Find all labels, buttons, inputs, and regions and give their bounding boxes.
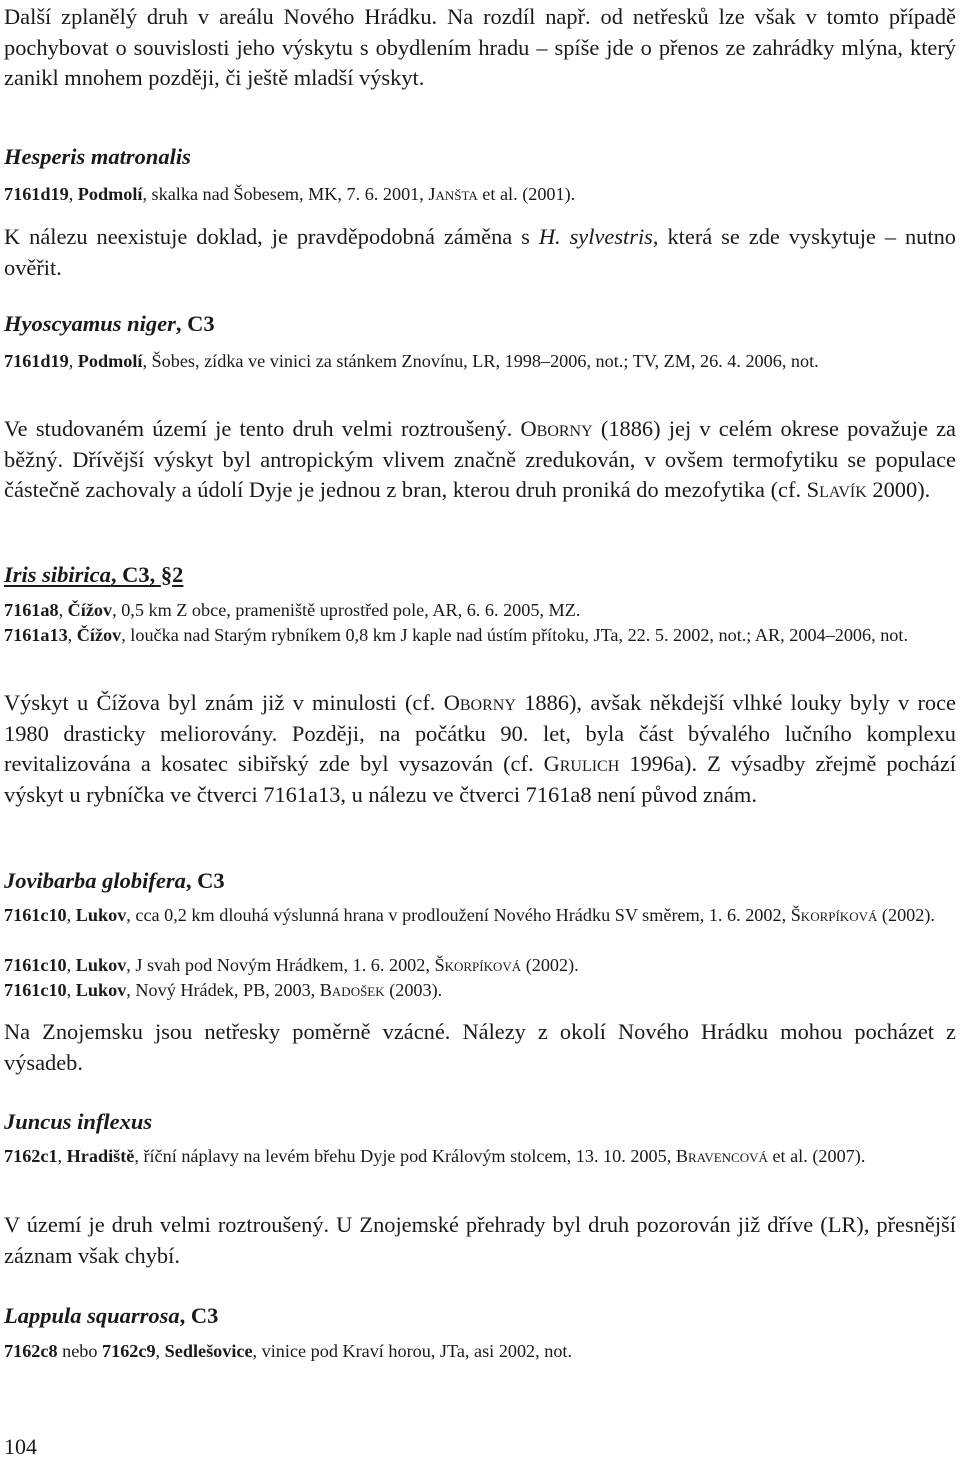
locality: Lukov <box>75 980 127 1000</box>
record-tail: et al. (2001). <box>477 184 576 204</box>
grid-code: 7161a8 <box>4 600 59 620</box>
record-jovibarba-3: 7161c10, Lukov, Nový Hrádek, PB, 2003, Badošek (2003). <box>4 980 443 1000</box>
author-name: Oborny <box>443 690 516 715</box>
grid-code: 7162c8 <box>4 1341 58 1361</box>
note-hesperis <box>4 222 956 283</box>
species-name: Lappula squarrosa <box>4 1303 180 1328</box>
species-name: Iris sibirica <box>4 562 111 587</box>
grid-code: 7161d19 <box>4 351 69 371</box>
species-name: Juncus inflexus <box>4 1109 153 1134</box>
grid-code: 7161a13 <box>4 625 68 645</box>
author-name: Badošek <box>319 980 385 1000</box>
note-text: K nálezu neexistuje doklad, je pravděpodobná záměna s <box>4 224 539 249</box>
note-hyoscyamus <box>4 414 956 506</box>
note-text: Ve studovaném území je tento druh velmi roztroušený. <box>4 416 521 441</box>
record-lappula-1: 7162c8 nebo 7162c9, Sedlešovice, vinice pod Kraví horou, JTa, asi 2002, not. <box>4 1341 573 1361</box>
record-iris-1: 7161a8, Čížov, 0,5 km Z obce, prameniště uprostřed pole, AR, 6. 6. 2005, MZ. <box>4 600 581 620</box>
species-name: Hesperis matronalis <box>4 144 191 169</box>
species-heading-jovibarba <box>4 866 225 896</box>
grid-code: 7162c1 <box>4 1146 58 1166</box>
note-text: 1996a). Z výsadby zřejmě pochází výskyt u rybníčka ve čtverci 7161a13, u nálezu ve čtverci 7161a8 není původ znám. <box>4 751 956 807</box>
species-status: , C3 <box>179 1303 219 1328</box>
note-text: Výskyt u Čížova byl znám již v minulosti (cf. <box>4 690 444 715</box>
species-heading-iris <box>4 560 183 590</box>
intro-paragraph: Další zplanělý druh v areálu Nového Hrádku. Na rozdíl např. od netřesků lze však v tomto případě pochybovat o souvislosti jeho výskytu s obydlením hradu – spíše jde o přenos ze zahrádky mlýna, který zanikl mnohem později, či ještě mladší výskyt. <box>4 4 956 90</box>
protection-level: 2 <box>172 562 184 587</box>
author-name: Škorpíková <box>790 905 878 925</box>
note-text: 1886), avšak někdejší vlhké louky byly v roce 1980 drasticky meliorovány. Později, na počátku 90. let, byla část bývalého lučního komplexu revitalizována a kosatec sibiřský zde byl vysazován (cf. <box>4 690 956 776</box>
record-iris-2: 7161a13, Čížov, loučka nad Starým rybníkem 0,8 km J kaple nad ústím přítoku, JTa, 22. 5. 2002, not.; AR, 2004–2006, not. <box>4 625 908 645</box>
note-text: 2000). <box>866 477 931 502</box>
paragraph-sign-icon: § <box>160 562 173 587</box>
record-hyoscyamus-1: 7161d19, Podmolí, Šobes, zídka ve vinici za stánkem Znovínu, LR, 1998–2006, not.; TV, ZM, 26. 4. 2006, not. <box>4 351 819 371</box>
species-status: , C3 <box>175 311 215 336</box>
record-tail: (2002). <box>877 905 935 925</box>
locality: Podmolí <box>77 184 143 204</box>
record-detail: , skalka nad Šobesem, MK, 7. 6. 2001, <box>142 184 429 204</box>
author-name: Bravencová <box>675 1146 768 1166</box>
record-detail: , Šobes, zídka ve vinici za stánkem Znovínu, LR, 1998–2006, not.; TV, ZM, 26. 4. 2006, not. <box>142 351 819 371</box>
record-jovibarba-1: 7161c10, Lukov, cca 0,2 km dlouhá výslunná hrana v prodloužení Nového Hrádku SV směrem, 1. 6. 2002, Škorpíková (2002). <box>4 905 935 925</box>
grid-code: 7161c10 <box>4 905 67 925</box>
record-connector: nebo <box>57 1341 102 1361</box>
species-name: Jovibarba globifera <box>4 868 186 893</box>
species-status: , C3 <box>185 868 225 893</box>
author-name: Slavík <box>806 477 867 502</box>
locality: Čížov <box>76 625 122 645</box>
locality: Lukov <box>75 905 127 925</box>
record-jovibarba-2: 7161c10, Lukov, J svah pod Novým Hrádkem, 1. 6. 2002, Škorpíková (2002). <box>4 955 579 975</box>
record-hesperis-1: 7161d19, Podmolí, skalka nad Šobesem, MK, 7. 6. 2001, Janšta et al. (2001). <box>4 184 576 204</box>
record-tail: et al. (2007). <box>767 1146 866 1166</box>
record-detail: , loučka nad Starým rybníkem 0,8 km J kaple nad ústím přítoku, JTa, 22. 5. 2002, not.; AR, 2004–2006, not. <box>121 625 908 645</box>
locality: Podmolí <box>77 351 143 371</box>
page-number: 104 <box>4 1434 37 1459</box>
species-heading-hesperis <box>4 142 191 172</box>
record-detail: , J svah pod Novým Hrádkem, 1. 6. 2002, <box>126 955 435 975</box>
species-heading-lappula <box>4 1301 218 1331</box>
record-detail: , cca 0,2 km dlouhá výslunná hrana v prodloužení Nového Hrádku SV směrem, 1. 6. 2002, <box>126 905 791 925</box>
author-name: Grulich <box>543 751 620 776</box>
author-name: Škorpíková <box>434 955 522 975</box>
locality: Hradiště <box>66 1146 135 1166</box>
species-heading-hyoscyamus <box>4 309 215 339</box>
note-juncus: V území je druh velmi roztroušený. U Znojemské přehrady byl druh pozorován již dříve (LR), přesnější záznam však chybí. <box>4 1212 956 1268</box>
record-juncus-1: 7162c1, Hradiště, říční náplavy na levém břehu Dyje pod Královým stolcem, 13. 10. 2005, Bravencová et al. (2007). <box>4 1146 866 1166</box>
locality: Čížov <box>67 600 113 620</box>
species-status: , C3, <box>110 562 161 587</box>
record-detail: , Nový Hrádek, PB, 2003, <box>126 980 320 1000</box>
author-name: Janšta <box>428 184 478 204</box>
grid-code: 7162c9 <box>102 1341 156 1361</box>
record-detail: , vinice pod Kraví horou, JTa, asi 2002, not. <box>252 1341 573 1361</box>
species-name: Hyoscyamus niger <box>4 311 176 336</box>
locality: Lukov <box>75 955 127 975</box>
note-jovibarba: Na Znojemsku jsou netřesky poměrně vzácné. Nálezy z okolí Nového Hrádku mohou pocházet z výsadeb. <box>4 1019 956 1075</box>
note-italic: H. sylvestris <box>538 224 653 249</box>
note-iris <box>4 688 956 810</box>
grid-code: 7161d19 <box>4 184 69 204</box>
grid-code: 7161c10 <box>4 980 67 1000</box>
species-heading-juncus <box>4 1107 152 1137</box>
author-name: Oborny <box>520 416 593 441</box>
note-text: , která se zde vyskytuje – nutno ověřit. <box>4 224 956 280</box>
record-tail: (2002). <box>521 955 579 975</box>
locality: Sedlešovice <box>164 1341 253 1361</box>
note-text: (1886) jej v celém okrese považuje za běžný. Dřívější výskyt byl antropickým vlivem značně zredukován, v ovšem termofytiku se populace částečně zachovaly a údolí Dyje je jednou z bran, kterou druh proniká do mezofytika (cf. <box>4 416 956 502</box>
record-tail: (2003). <box>384 980 443 1000</box>
record-detail: , říční náplavy na levém břehu Dyje pod Královým stolcem, 13. 10. 2005, <box>134 1146 676 1166</box>
grid-code: 7161c10 <box>4 955 67 975</box>
record-detail: , 0,5 km Z obce, prameniště uprostřed pole, AR, 6. 6. 2005, MZ. <box>112 600 581 620</box>
